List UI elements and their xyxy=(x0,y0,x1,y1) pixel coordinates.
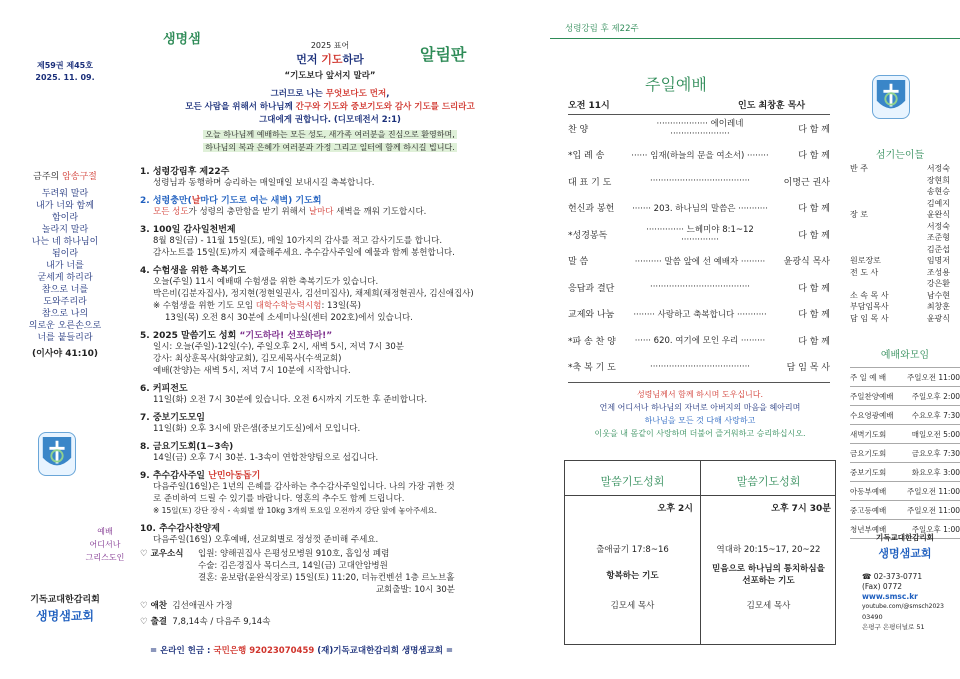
order-item-person: 담 임 목 사 xyxy=(786,363,830,373)
notice-3-body-2: 감사노트를 15일(토)까지 제출해주세요. 추수감사주일에 예물과 함께 봉헌합니다. xyxy=(153,248,455,258)
schedule-row xyxy=(850,387,960,406)
order-item-detail: ······· 203. 하나님의 말씀은 ··········· xyxy=(632,203,768,214)
schedule-time: 주일오전 11:00 xyxy=(907,506,960,515)
helper-row xyxy=(850,301,950,313)
schedule-row xyxy=(850,425,960,444)
helper-row xyxy=(850,186,950,198)
online-offering: = 온라인 헌금 : 국민은행 92023070459 (재)기독교대한감리회 생명샘교회 = xyxy=(150,646,454,656)
notice-3-body-1: 8월 8일(금) - 11월 15일(토), 매일 10가지의 감사를 적고 감사기도를 합니다. xyxy=(153,236,443,246)
order-item-detail: ········ 사랑하고 축복합니다 ··········· xyxy=(633,309,767,320)
schedule-box xyxy=(850,346,960,539)
notice-6-title: 6. 커피전도 xyxy=(140,384,188,394)
helper-role: 전 도 사 xyxy=(850,267,879,277)
verse-line: 의로운 오른손으로 xyxy=(28,321,102,331)
helper-name: 조성용 xyxy=(926,267,950,277)
helper-name: 최창훈 xyxy=(926,302,950,311)
schedule-time: 주일오전 11:00 xyxy=(907,373,960,382)
schedule-name: 주일찬양예배 xyxy=(850,392,894,401)
order-item-name: *파 송 찬 양 xyxy=(568,336,616,347)
helper-row xyxy=(850,221,950,233)
order-item-name: 말 씀 xyxy=(568,257,589,267)
verse-line: 내가 너와 함께 xyxy=(36,201,94,211)
memory-verse-lines xyxy=(0,188,130,344)
order-item-detail: ····································· xyxy=(650,176,750,186)
helper-row xyxy=(850,175,950,187)
helper-name: 조준형 xyxy=(926,233,950,242)
order-item-name: 찬 양 xyxy=(568,124,589,135)
helper-row xyxy=(850,232,950,244)
schedule-name: 중고등예배 xyxy=(850,506,887,515)
brand-title: 생명샘 xyxy=(163,32,201,47)
helper-name: 송현승 xyxy=(926,187,950,196)
notice-list xyxy=(140,164,525,628)
order-row xyxy=(568,277,830,297)
church-logo-icon xyxy=(872,75,910,119)
schedule-title: 예배와모임 xyxy=(880,350,930,361)
left-church-name: 기독교대한감리회 생명샘교회 xyxy=(30,595,100,623)
helper-name: 남수현 xyxy=(926,290,950,300)
revival-left-topic: 항복하는 기도 xyxy=(606,571,659,581)
helper-row xyxy=(850,198,950,210)
order-row xyxy=(568,357,830,377)
order-row xyxy=(568,251,830,271)
order-row xyxy=(568,145,830,165)
helper-name: 장현희 xyxy=(926,175,950,185)
schedule-time: 주일오후 1:00 xyxy=(911,525,960,534)
worship-order-page xyxy=(550,0,960,679)
schedule-time: 주일오전 11:00 xyxy=(907,487,960,496)
helper-name: 윤완식 xyxy=(926,210,950,219)
notice-4-body-3: ※ 수험생을 위한 기도 모임 대학수학능력시험: 13일(목) xyxy=(153,301,361,311)
revival-box xyxy=(564,460,836,645)
order-row xyxy=(568,198,830,218)
schedule-name: 새벽기도회 xyxy=(850,430,887,439)
helper-row xyxy=(850,313,950,325)
side-note: 예배 어디서나 그리스도인 xyxy=(85,527,125,562)
helper-role: 원로장로 xyxy=(850,256,881,265)
helper-role: 장 로 xyxy=(850,210,868,219)
worship-order xyxy=(550,118,850,388)
helpers-title: 섬기는이들 xyxy=(875,150,925,161)
notice-7-body: 11일(화) 오후 3시에 맑은샘(중보기도실)에서 모입니다. xyxy=(153,424,361,434)
verse-line: 놀라지 말라 xyxy=(41,225,89,235)
order-row xyxy=(568,304,830,324)
order-top-rule xyxy=(568,114,830,115)
helper-name: 김예지 xyxy=(926,198,950,208)
helper-row xyxy=(850,209,950,221)
order-item-person: 다 함 께 xyxy=(798,283,830,294)
verse-line: 됨이라 xyxy=(51,249,79,259)
notice-9-title: 9. 추수감사주일 난민아동돕기 xyxy=(140,471,261,481)
intro-verse: 그러므로 나는 무엇보다도 먼저, 모든 사람을 위해서 하나님께 간구와 기도와 중보기도와 감사 기도를 드리라고 그대에게 권합니다. (디모데전서 2:1) xyxy=(185,89,475,125)
notice-2-title: 2. 성령충만(날마다 기도로 여는 새벽) 기도회 xyxy=(140,196,322,206)
notice-6-body: 11일(화) 오전 7시 30분에 있습니다. 오전 6시까지 기도한 후 준비합니다. xyxy=(153,395,428,405)
notices-column xyxy=(130,0,530,679)
helper-role: 부담임목사 xyxy=(850,302,889,311)
schedule-name: 아동부예배 xyxy=(850,487,887,496)
helper-row xyxy=(850,290,950,302)
revival-right-preacher: 김모세 목사 xyxy=(746,601,791,611)
order-item-person: 이명근 권사 xyxy=(783,177,830,188)
revival-right-text: 역대하 20:15~17, 20~22 xyxy=(716,545,821,555)
schedule-time: 매일오전 5:00 xyxy=(911,430,960,439)
schedule-row xyxy=(850,501,960,520)
right-church-name: 기독교대한감리회 생명샘교회 xyxy=(876,533,934,560)
notice-1-body: 성령님과 동행하며 승리하는 매일매일 보내시길 축복합니다. xyxy=(153,178,375,188)
notice-9-body-3: ※ 15일(토) 강단 장식 - 속회별 쌀 10kg 3개씩 토요일 오전까지 강단 앞에 놓아주세요. xyxy=(153,506,438,515)
schedule-name: 금요기도회 xyxy=(850,449,887,458)
notice-9-body-1: 다음주일(16일)은 1년의 은혜를 감사하는 추수감사주일입니다. 나의 가장 귀한 것 xyxy=(153,482,455,492)
church-logo-icon xyxy=(38,432,76,476)
notice-4-body-1: 오늘(주일) 11시 예배때 수험생을 위한 축복기도가 있습니다. xyxy=(153,277,379,287)
order-item-person: 다 함 께 xyxy=(798,151,830,161)
verse-line: 도와주리라 xyxy=(43,297,87,307)
notice-5-body-2: 강사: 최상훈목사(화양교회), 김모세목사(수색교회) xyxy=(153,354,342,364)
verse-line: 두려워 말라 xyxy=(41,189,89,199)
contact-info: ☎ 02-373-0771 (Fax) 0772 www.smsc.kr youtube.com/@smsch2023 03490 은평구 은평터널로 51 xyxy=(862,572,960,632)
schedule-time: 수요오후 7:30 xyxy=(911,411,960,420)
helper-row xyxy=(850,278,950,290)
schedule-time: 주일오후 2:00 xyxy=(911,392,960,401)
notice-2-body: 모든 성도가 성령의 충만함을 받기 위해서 날마다 새벽을 깨워 기도합시다. xyxy=(153,207,427,217)
issue-date: 2025. 11. 09. xyxy=(35,73,95,82)
order-row xyxy=(568,171,830,191)
schedule-row xyxy=(850,406,960,425)
order-item-person: 다 함 께 xyxy=(798,230,830,241)
helper-role: 반 주 xyxy=(850,164,868,173)
notice-8-title: 8. 금요기도회(1~3속) xyxy=(140,442,234,452)
order-item-name: *축 복 기 도 xyxy=(568,363,616,373)
schedule-row xyxy=(850,482,960,501)
order-item-person: 다 함 께 xyxy=(798,204,830,214)
notice-10-title: 10. 추수감사찬양제 xyxy=(140,524,220,534)
benediction-text: 성령님께서 함께 하시며 도우십니다. 언제 어디서나 하나님의 자녀로 아버지의 마음을 헤아리며 하나님을 모든 것 다해 사랑하고 이웃을 내 몸같이 사랑하며 더불어 즐거워하고 승리하십시오. xyxy=(594,390,806,438)
left-column xyxy=(0,0,130,679)
schedule-name: 청년부예배 xyxy=(850,525,887,534)
revival-title-right: 말씀기도성회 xyxy=(736,475,801,488)
notice-board-handwriting: 알림판 xyxy=(420,45,467,64)
helper-name: 윤광식 xyxy=(926,313,950,323)
fellowship-meal: ♡ 애찬 김선애권사 가정 xyxy=(140,601,233,611)
helper-name: 강은환 xyxy=(926,279,950,288)
motto-block: 2025 표어 먼저 기도하라 “기도보다 앞서지 말라” xyxy=(284,41,376,81)
notice-9-body-2: 로 준비하여 드릴 수 있기를 바랍니다. 영혼의 추수도 함께 드립니다. xyxy=(153,494,405,504)
notice-4-body-4: 13일(목) 오전 8시 30분에 소세미나실(센터 202호)에서 있습니다. xyxy=(165,313,413,323)
notice-1-title: 1. 성령강림후 제22주 xyxy=(140,167,230,177)
service-title: 주일예배 xyxy=(645,75,707,94)
order-item-detail: ··················· 에이레네 ······················ xyxy=(656,119,744,139)
order-item-detail: ······ 620. 여기에 모인 우리 ········· xyxy=(634,336,766,346)
right-header: 성령강림 후 제22주 xyxy=(565,24,639,34)
helper-role: 소 속 목 사 xyxy=(850,290,889,300)
youtube-link[interactable]: youtube.com/@smsch2023 xyxy=(862,603,944,610)
order-row xyxy=(568,118,830,138)
order-row xyxy=(568,224,830,244)
revival-right-time: 오후 7시 30분 xyxy=(771,504,831,514)
helper-row xyxy=(850,267,950,279)
order-item-name: 교제와 나눔 xyxy=(568,310,615,320)
order-item-detail: ······ 임재(하늘의 문을 여소서) ········ xyxy=(631,150,769,161)
helper-row xyxy=(850,255,950,267)
order-item-detail: ····································· xyxy=(650,282,750,292)
schedule-name: 중보기도회 xyxy=(850,468,887,477)
verse-line: 내가 너를 xyxy=(46,261,84,271)
order-item-name: 대 표 기 도 xyxy=(568,177,612,188)
revival-left-time: 오후 2시 xyxy=(657,504,693,514)
order-item-name: *성경봉독 xyxy=(568,230,608,241)
memory-verse-ref: (이사야 41:10) xyxy=(31,349,99,359)
issue-number: 제59권 제45호 xyxy=(37,61,93,70)
memory-verse-title: 금주의 암송구절 xyxy=(33,172,97,182)
service-leader: 인도 최창훈 목사 xyxy=(738,101,806,111)
schedule-list xyxy=(850,367,960,539)
issue-block xyxy=(0,60,130,84)
verse-line: 나는 네 하나님이 xyxy=(31,237,99,247)
notice-4-title: 4. 수험생을 위한 축복기도 xyxy=(140,266,247,276)
notice-8-body: 14일(금) 오후 7시 30분. 1-3속이 연합찬양팀으로 섭깁니다. xyxy=(153,453,379,463)
schedule-row xyxy=(850,368,960,387)
order-row xyxy=(568,330,830,350)
notice-3-title: 3. 100일 감사일천번제 xyxy=(140,225,236,235)
revival-title-left: 말씀기도성회 xyxy=(600,475,665,488)
schedule-row xyxy=(850,444,960,463)
order-item-detail: ·············· 느헤미야 8:1~12 ·············· xyxy=(646,225,754,245)
helper-name: 임명저 xyxy=(926,256,950,265)
notice-5-title: 5. 2025 말씀기도 성회 “기도하라! 선포하라!” xyxy=(140,331,333,341)
order-item-name: *입 례 송 xyxy=(568,151,605,161)
schedule-name: 주 일 예 배 xyxy=(850,373,887,382)
notice-5-body-3: 예배(찬양)는 새벽 5시, 저녁 7시 10분에 시작합니다. xyxy=(153,366,351,376)
notice-10-body: 다음주일(16일) 오후예배, 선교회별로 정성껏 준비해 주세요. xyxy=(153,535,379,545)
order-item-person: 다 함 께 xyxy=(798,336,830,347)
header-rule xyxy=(550,38,960,39)
schedule-row xyxy=(850,463,960,482)
schedule-time: 금요오후 7:30 xyxy=(911,449,960,458)
member-news: ♡ 교우소식 입원: 양해권집사 은평성모병원 910호, 흡입성 폐렴 수술: 김은경집사 목디스크, 14일(금) 고대안암병원 결혼: 윤보람(윤완식장로) 15일(토) 11:20, 더뉴컨벤션 1층 르노브홀 교회출발: 10시 30분 xyxy=(140,549,455,595)
order-item-person: 윤광식 목사 xyxy=(783,257,830,267)
order-item-detail: ·········· 말씀 앞에 선 예배자 ········· xyxy=(634,256,766,267)
helper-role: 담 임 목 사 xyxy=(850,313,889,323)
helper-row xyxy=(850,163,950,175)
notice-5-body-1: 일시: 오늘(주일)-12일(수), 주일오후 2시, 새벽 5시, 저녁 7시 30분 xyxy=(153,342,404,352)
verse-line: 참으로 나의 xyxy=(41,309,89,319)
helper-name: 서정숙 xyxy=(926,221,950,231)
revival-rule xyxy=(565,495,835,496)
order-item-detail: ····································· xyxy=(650,361,750,372)
service-time: 오전 11시 xyxy=(568,101,610,111)
verse-line: 함이라 xyxy=(51,213,79,223)
attendance: ♡ 출결 7,8,14속 / 다음주 9,14속 xyxy=(140,617,271,627)
order-bottom-rule xyxy=(568,382,830,383)
helper-name: 서정숙 xyxy=(926,164,950,173)
order-item-name: 헌신과 봉헌 xyxy=(568,204,615,214)
verse-line: 굳세게 하리라 xyxy=(37,273,93,283)
helpers-list xyxy=(850,163,950,324)
revival-left-preacher: 김모세 목사 xyxy=(610,601,655,611)
order-item-person: 다 함 께 xyxy=(798,310,830,320)
helpers-box xyxy=(850,146,950,324)
notice-7-title: 7. 중보기도모임 xyxy=(140,413,205,423)
verse-line: 너를 붙들리라 xyxy=(37,333,93,343)
helper-row xyxy=(850,244,950,256)
website-link[interactable]: www.smsc.kr xyxy=(862,592,918,601)
order-item-name: 응답과 결단 xyxy=(568,283,615,294)
memory-verse xyxy=(0,165,130,360)
revival-right-topic: 믿음으로 하나님의 통치하심을 선포하는 기도 xyxy=(712,564,825,586)
helper-name: 김준섭 xyxy=(926,244,950,254)
welcome-box: 오늘 하나님께 예배하는 모든 성도, 새가족 여러분을 진심으로 환영하며, 하나님의 복과 은혜가 여러분과 가정 그리고 일터에 함께 하시길 빕니다. xyxy=(205,130,455,152)
notice-4-body-2: 박은비(김분자집사), 정지현(정현일권사, 김선미집사), 채제희(채정현권사, 김신애집사) xyxy=(153,289,474,299)
order-item-person: 다 함 께 xyxy=(798,124,830,135)
verse-line: 참으로 너를 xyxy=(41,285,89,295)
schedule-time: 화요오후 3:00 xyxy=(911,468,960,477)
schedule-name: 수요영광예배 xyxy=(850,411,894,420)
revival-left-text: 출애굽기 17:8~16 xyxy=(596,545,669,555)
